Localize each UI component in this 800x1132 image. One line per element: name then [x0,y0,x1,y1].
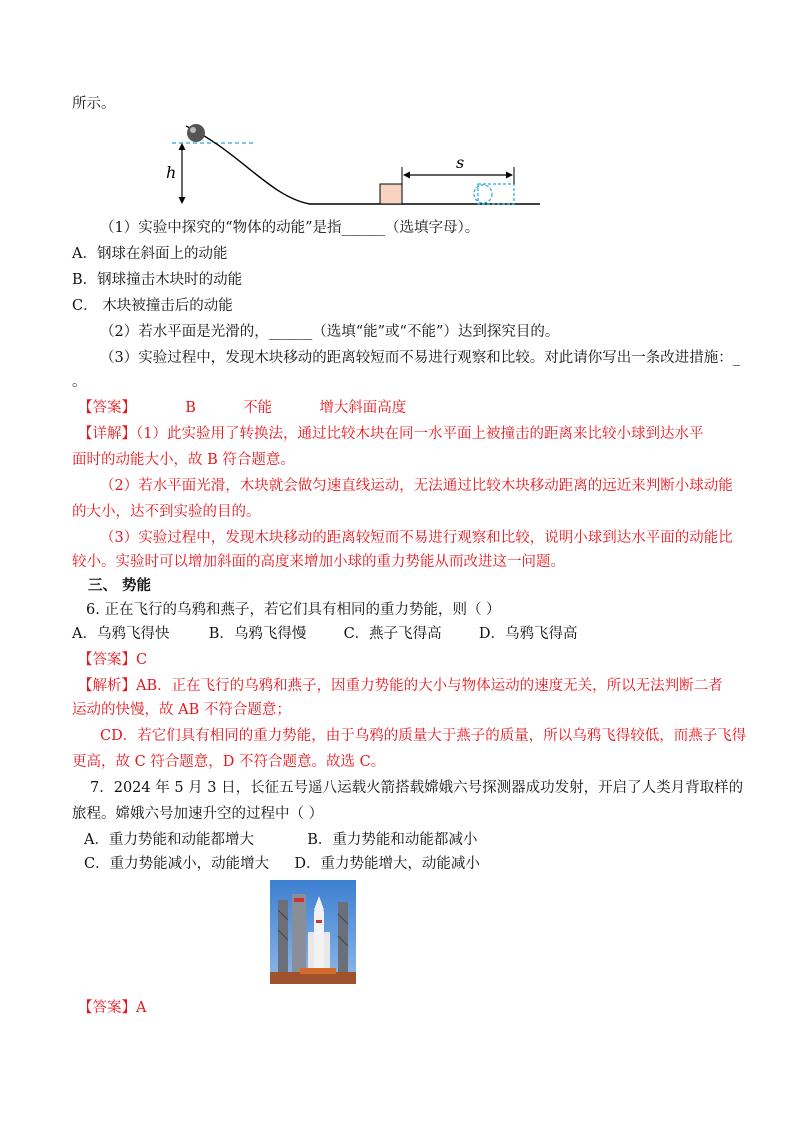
answer-5 [78,398,406,418]
rocket-launch-photo [270,880,356,984]
analysis-6-1-cont: 运动的快慢，故 AB 不符合题意； [72,702,291,718]
answer-5-1: B [185,400,196,416]
detail-5-2-cont: 的大小，达不到实验的目的。 [72,504,261,520]
option-c: C．重力势能减小，动能增大 [84,856,270,872]
section-3-heading: 三、 势能 [88,577,152,594]
question-5-part-3: （3）实验过程中，发现木块移动的距离较短而不易进行观察和比较。对此请你写出一条改进措施：_ [100,350,740,366]
question-7: 7．2024 年 5 月 3 日，长征五号遥八运载火箭搭载嫦娥六号探测器成功发射，开启了人类月背取样的 [90,780,744,796]
height-label: h [166,163,177,182]
incline-experiment-figure [160,112,550,212]
question-5-part-1: （1）实验中探究的“物体的动能”是指______（选填字母）。 [100,220,480,236]
question-5-part-2: （2）若水平面是光滑的，______（选填“能”或“不能”）达到探究目的。 [100,324,560,340]
analysis-6-2: CD．若它们具有相同的重力势能，由于乌鸦的质量大于燕子的质量，所以乌鸦飞得较低，而燕子飞得 [100,728,747,744]
answer-7: 【答案】A [78,1000,147,1016]
question-7-options-row1 [84,830,477,850]
question-7-cont: 旅程。嫦娥六号加速升空的过程中（ ） [72,806,324,822]
option-a: A．重力势能和动能都增大 [84,832,254,848]
question-6-options [72,624,578,644]
analysis-6-1: 【解析】AB．正在飞行的乌鸦和燕子，因重力势能的大小与物体运动的速度无关，所以无法判断二者 [78,678,723,694]
option-b: B．乌鸦飞得慢 [208,626,307,642]
dashed-block-end-position [478,184,514,204]
option-d: D．重力势能增大，动能减小 [294,856,480,872]
wood-block [380,184,402,204]
dashed-ball-end-position [474,185,492,203]
answer-label: 【答案】 [78,400,136,416]
detail-5-3: （3）实验过程中，发现木块移动的距离较短而不易进行观察和比较，说明小球到达水平面的动能比 [100,530,733,546]
answer-6: 【答案】C [78,652,148,668]
option-a: A．钢球在斜面上的动能 [72,246,228,262]
option-b: B．重力势能和动能都减小 [307,832,478,848]
option-b: B．钢球撞击木块时的动能 [72,272,243,288]
option-c: C．燕子飞得高 [343,626,442,642]
incline-ramp [186,126,540,204]
text-line: 。 [72,374,87,390]
option-c: C． 木块被撞击后的动能 [72,298,233,314]
option-d: D．乌鸦飞得高 [478,626,578,642]
detail-5-3-cont: 较小。实验时可以增加斜面的高度来增加小球的重力势能从而改进这一问题。 [72,554,565,570]
answer-5-3: 增大斜面高度 [319,400,407,416]
text-line: 所示。 [72,96,116,112]
question-7-options-row2 [84,854,480,874]
answer-5-2: 不能 [243,400,273,416]
steel-ball [187,124,205,142]
option-a: A．乌鸦飞得快 [72,626,170,642]
detail-5-1: 【详解】（1）此实验用了转换法，通过比较木块在同一水平面上被撞击的距离来比较小球到达水平 [78,426,704,442]
question-6: 6. 正在飞行的乌鸦和燕子，若它们具有相同的重力势能，则（ ） [86,602,501,618]
analysis-6-2-cont: 更高，故 C 符合题意，D 不符合题意。故选 C。 [72,754,386,770]
detail-5-2: （2）若水平面光滑，木块就会做匀速直线运动，无法通过比较木块移动距离的远近来判断小球动能 [100,478,733,494]
detail-5-1-cont: 面时的动能大小，故 B 符合题意。 [72,452,295,468]
distance-label: s [456,153,465,172]
